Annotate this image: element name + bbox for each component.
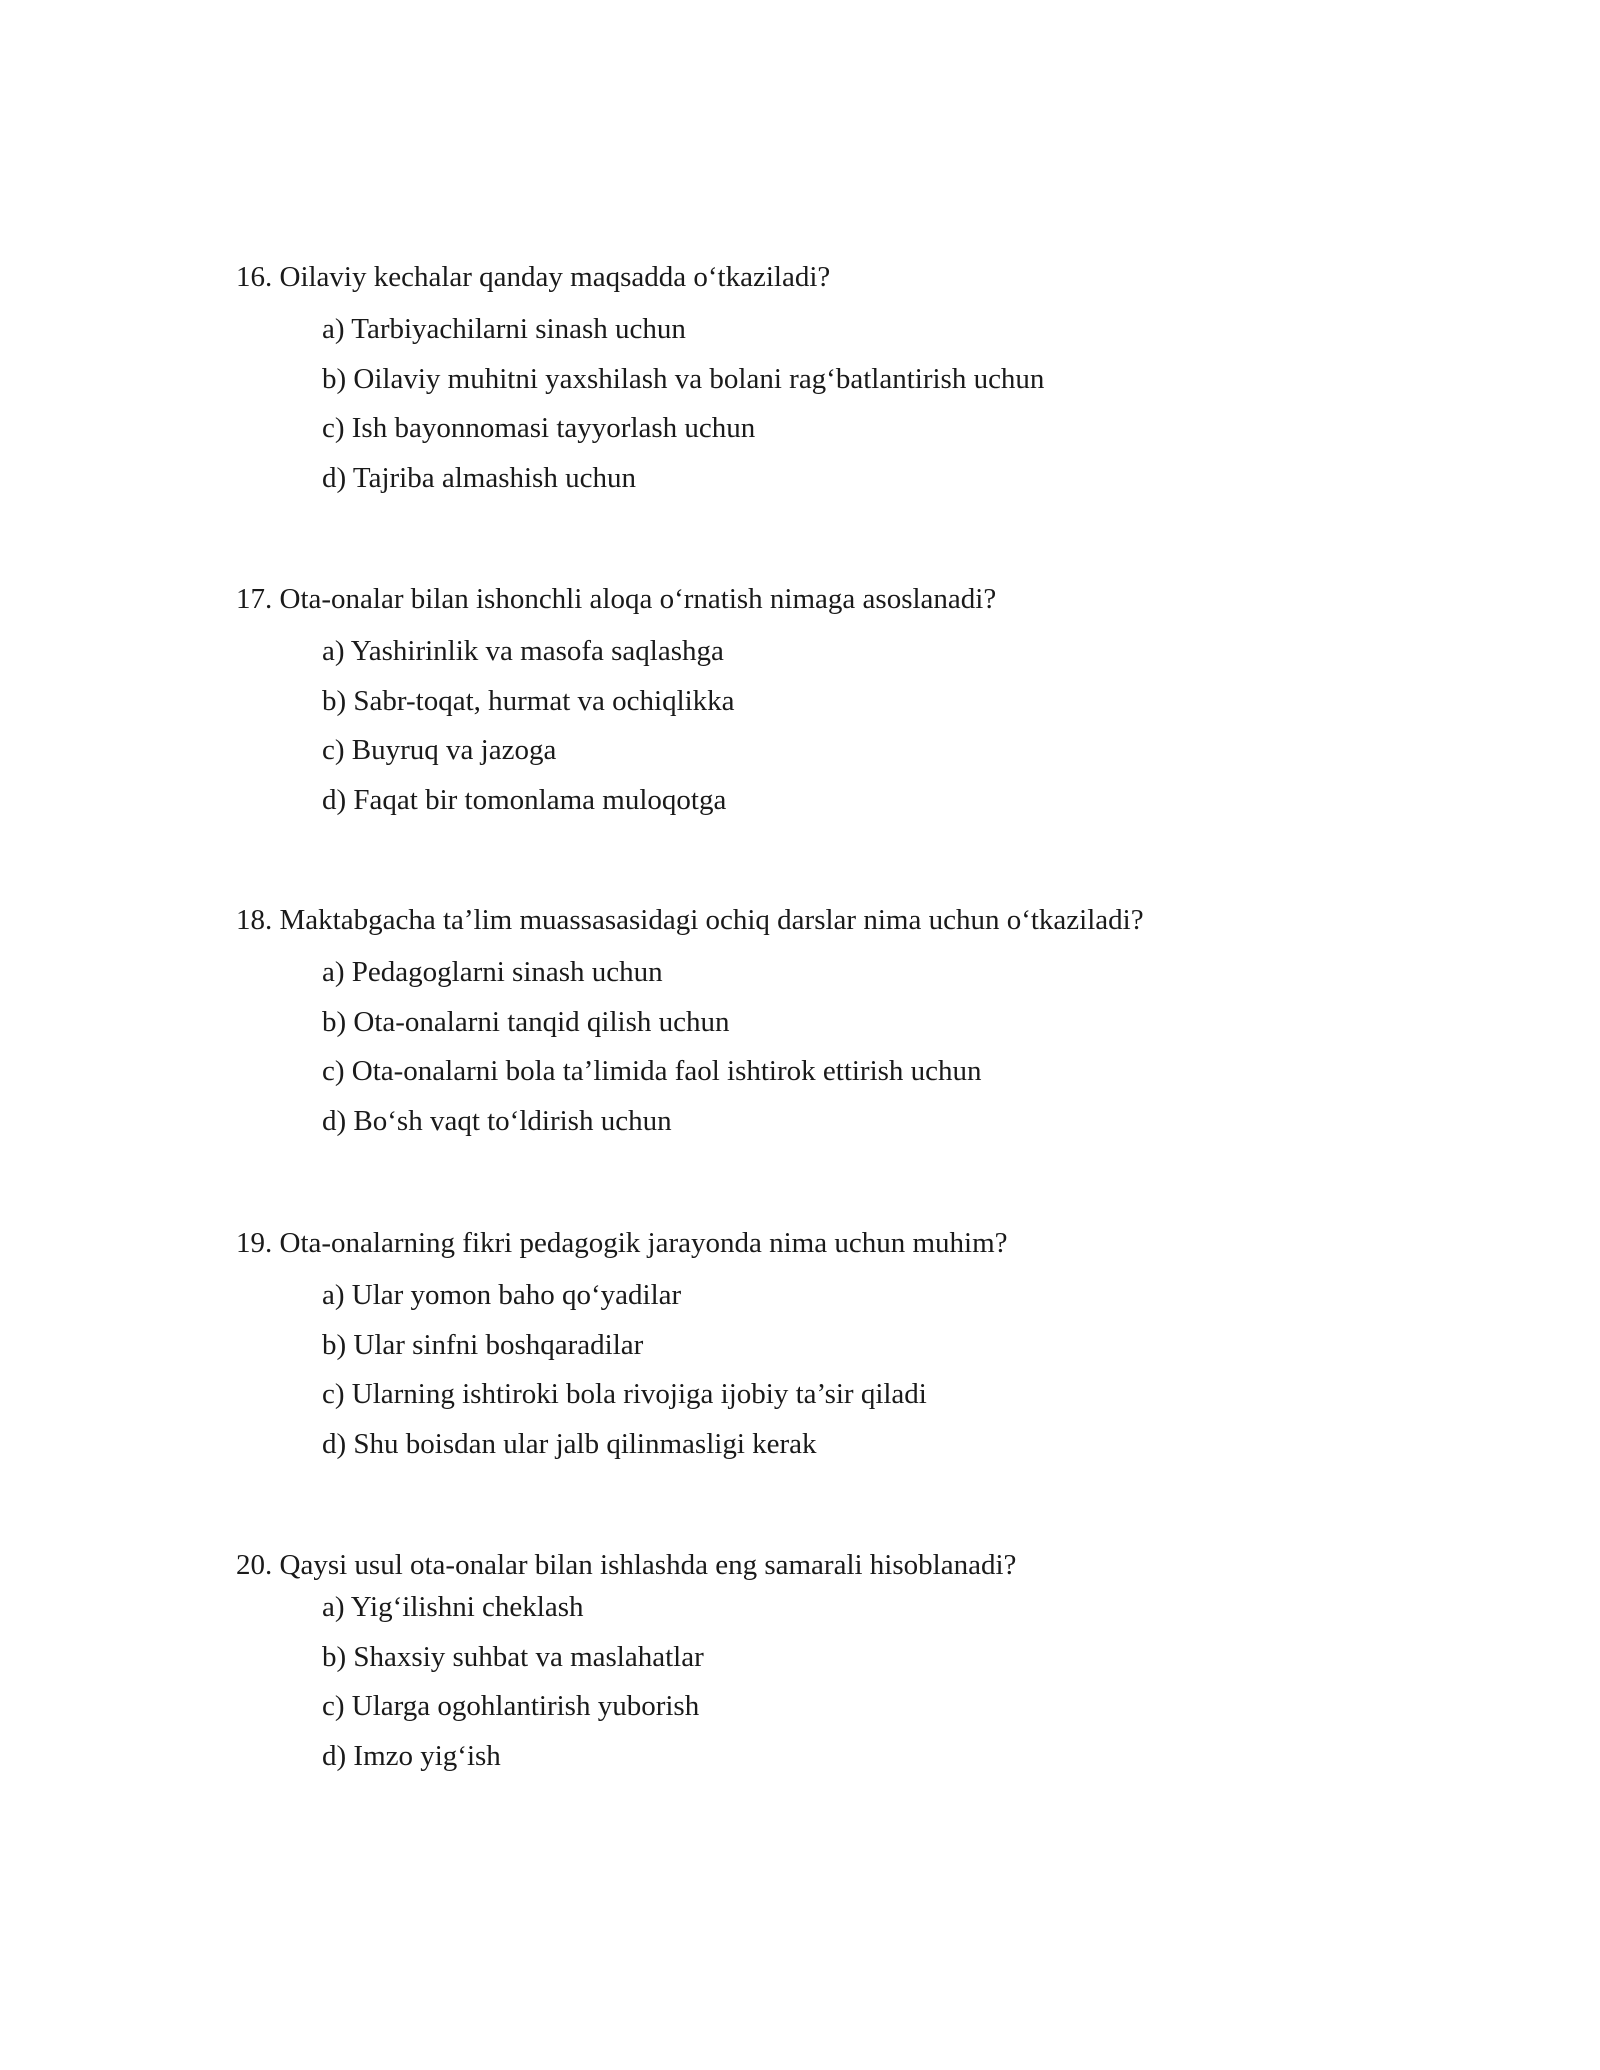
question-prompt: Maktabgacha ta’lim muassasasidagi ochiq darslar nima uchun o‘tkaziladi? [279,904,1144,936]
answer-options [236,633,1486,818]
question-number: 17. [236,583,273,615]
question-number: 19. [236,1227,273,1259]
answer-options [236,1277,1486,1462]
option-c: c) Buyruq va jazoga [322,734,557,766]
answer-options [236,954,1486,1139]
answer-options [236,1589,1486,1774]
question-prompt: Ota-onalar bilan ishonchli aloqa o‘rnatish nimaga asoslanadi? [279,583,997,615]
option-d: d) Imzo yig‘ish [322,1739,501,1772]
answer-options [236,311,1486,496]
option-d: d) Bo‘sh vaqt to‘ldirish uchun [322,1104,672,1137]
option-b: b) Sabr-toqat, hurmat va ochiqlikka [322,684,735,717]
option-c: c) Ish bayonnomasi tayyorlash uchun [322,412,756,444]
question-text [236,902,1486,938]
option-a: a) Yashirinlik va masofa saqlashga [322,635,724,667]
question-prompt: Ota-onalarning fikri pedagogik jarayonda nima uchun muhim? [279,1227,1008,1259]
question-prompt: Qaysi usul ota-onalar bilan ishlashda eng samarali hisoblanadi? [279,1549,1017,1581]
option-b: b) Oilaviy muhitni yaxshilash va bolani rag‘batlantirish uchun [322,362,1045,395]
option-a: a) Ular yomon baho qo‘yadilar [322,1279,682,1311]
question-19 [236,1225,1486,1475]
question-text [236,1547,1486,1583]
question-18 [236,902,1486,1152]
question-17 [236,581,1486,831]
option-b: b) Ular sinfni boshqaradilar [322,1328,644,1361]
option-c: c) Ularga ogohlantirish yuborish [322,1690,700,1722]
question-text [236,259,1486,295]
option-d: d) Faqat bir tomonlama muloqotga [322,783,727,816]
option-d: d) Tajriba almashish uchun [322,461,636,494]
option-b: b) Ota-onalarni tanqid qilish uchun [322,1005,730,1038]
question-number: 20. [236,1549,273,1581]
question-16 [236,259,1486,509]
question-number: 16. [236,261,273,293]
question-20 [236,1547,1486,1787]
question-text [236,581,1486,617]
option-c: c) Ota-onalarni bola ta’limida faol ishtirok ettirish uchun [322,1055,982,1087]
question-text [236,1225,1486,1261]
option-b: b) Shaxsiy suhbat va maslahatlar [322,1640,704,1673]
question-number: 18. [236,904,273,936]
option-a: a) Pedagoglarni sinash uchun [322,956,663,988]
option-a: a) Tarbiyachilarni sinash uchun [322,313,686,345]
question-prompt: Oilaviy kechalar qanday maqsadda o‘tkaziladi? [279,261,831,293]
option-d: d) Shu boisdan ular jalb qilinmasligi kerak [322,1427,817,1460]
option-c: c) Ularning ishtiroki bola rivojiga ijobiy ta’sir qiladi [322,1378,927,1410]
option-a: a) Yig‘ilishni cheklash [322,1591,584,1623]
